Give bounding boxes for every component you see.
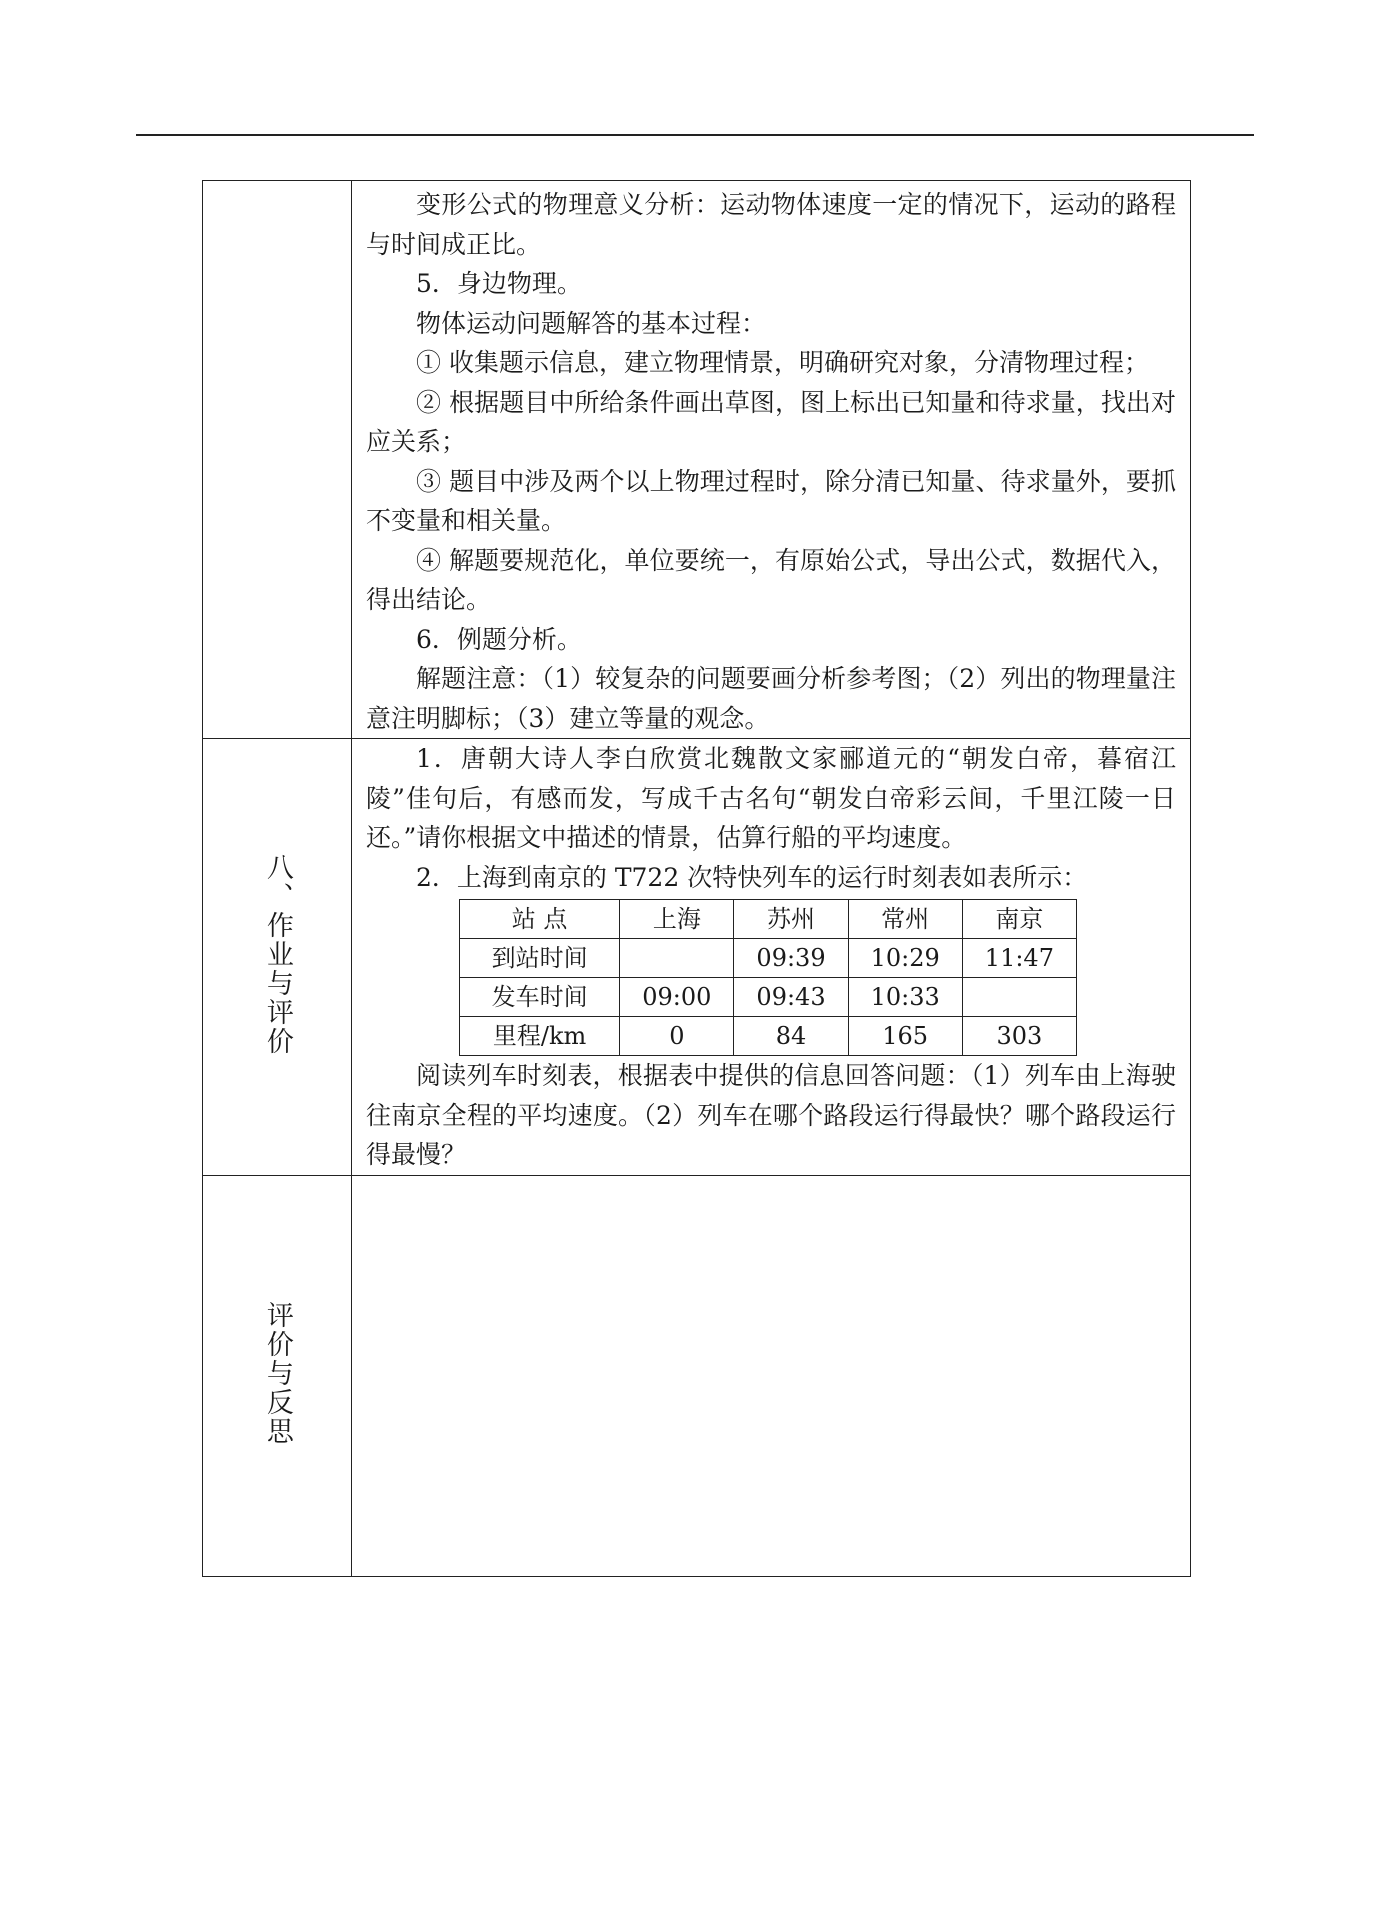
schedule-header-cell: 上海 xyxy=(620,900,734,939)
paragraph: ④ 解题要规范化，单位要统一，有原始公式，导出公式，数据代入，得出结论。 xyxy=(366,545,1176,614)
question-2-intro: 2．上海到南京的 T722 次特快列车的运行时刻表如表所示： xyxy=(416,862,1088,892)
schedule-cell: 303 xyxy=(962,1017,1076,1056)
homework-section-label: 八、作业与评价 xyxy=(261,853,293,1057)
homework-section-label-cell xyxy=(203,739,352,1176)
paragraph: 解题注意：（1）较复杂的问题要画分析参考图；（2）列出的物理量注意注明脚标；（3）建立等量的观念。 xyxy=(366,664,1176,733)
schedule-cell: 里程/km xyxy=(460,1017,620,1056)
paragraph: 5．身边物理。 xyxy=(416,269,582,298)
paragraph: ③ 题目中涉及两个以上物理过程时，除分清已知量、待求量外，要抓不变量和相关量。 xyxy=(366,466,1176,535)
schedule-cell: 09:00 xyxy=(620,978,734,1017)
paragraph: 变形公式的物理意义分析：运动物体速度一定的情况下，运动的路程与时间成正比。 xyxy=(366,190,1176,259)
schedule-cell: 10:29 xyxy=(848,939,962,978)
question-2-text: 阅读列车时刻表，根据表中提供的信息回答问题：（1）列车由上海驶往南京全程的平均速度。（2）列车在哪个路段运行得最快？哪个路段运行得最慢？ xyxy=(366,1061,1176,1169)
process-section-content-cell xyxy=(352,181,1191,739)
paragraph: ① 收集题示信息，建立物理情景，明确研究对象，分清物理过程； xyxy=(416,348,1149,377)
schedule-cell: 到站时间 xyxy=(460,939,620,978)
homework-section-row xyxy=(203,739,1191,1176)
reflection-section-label-cell xyxy=(203,1175,352,1576)
schedule-row xyxy=(460,978,1077,1017)
process-section-row xyxy=(203,181,1191,739)
reflection-section-label: 评价与反思 xyxy=(261,1301,293,1446)
schedule-row xyxy=(460,1017,1077,1056)
reflection-section-row xyxy=(203,1175,1191,1576)
paragraph: 6．例题分析。 xyxy=(416,624,582,654)
schedule-header-row xyxy=(460,900,1077,939)
schedule-header-cell: 常州 xyxy=(848,900,962,939)
schedule-cell: 09:43 xyxy=(734,978,848,1017)
schedule-header-cell: 苏州 xyxy=(734,900,848,939)
schedule-cell: 09:39 xyxy=(734,939,848,978)
process-section-label-cell xyxy=(203,181,352,739)
train-schedule-table xyxy=(459,899,1077,1056)
page-header-rule xyxy=(136,134,1254,136)
paragraph: ② 根据题目中所给条件画出草图，图上标出已知量和待求量，找出对应关系； xyxy=(366,387,1176,456)
reflection-section-content-cell xyxy=(352,1175,1191,1576)
schedule-cell: 0 xyxy=(620,1017,734,1056)
lesson-plan-table xyxy=(202,180,1191,1577)
schedule-cell: 11:47 xyxy=(962,939,1076,978)
schedule-cell xyxy=(962,978,1076,1017)
homework-section-content-cell xyxy=(352,739,1191,1176)
schedule-cell: 84 xyxy=(734,1017,848,1056)
schedule-header-cell: 站 点 xyxy=(460,900,620,939)
schedule-cell: 发车时间 xyxy=(460,978,620,1017)
schedule-cell: 165 xyxy=(848,1017,962,1056)
question-1: 1．唐朝大诗人李白欣赏北魏散文家郦道元的“朝发白帝，暮宿江陵”佳句后，有感而发，写成千古名句“朝发白帝彩云间，千里江陵一日还。”请你根据文中描述的情景，估算行船的平均速度。 xyxy=(366,744,1176,852)
schedule-header-cell: 南京 xyxy=(962,900,1076,939)
schedule-row xyxy=(460,939,1077,978)
schedule-cell xyxy=(620,939,734,978)
schedule-cell: 10:33 xyxy=(848,978,962,1017)
paragraph: 物体运动问题解答的基本过程： xyxy=(416,308,767,338)
